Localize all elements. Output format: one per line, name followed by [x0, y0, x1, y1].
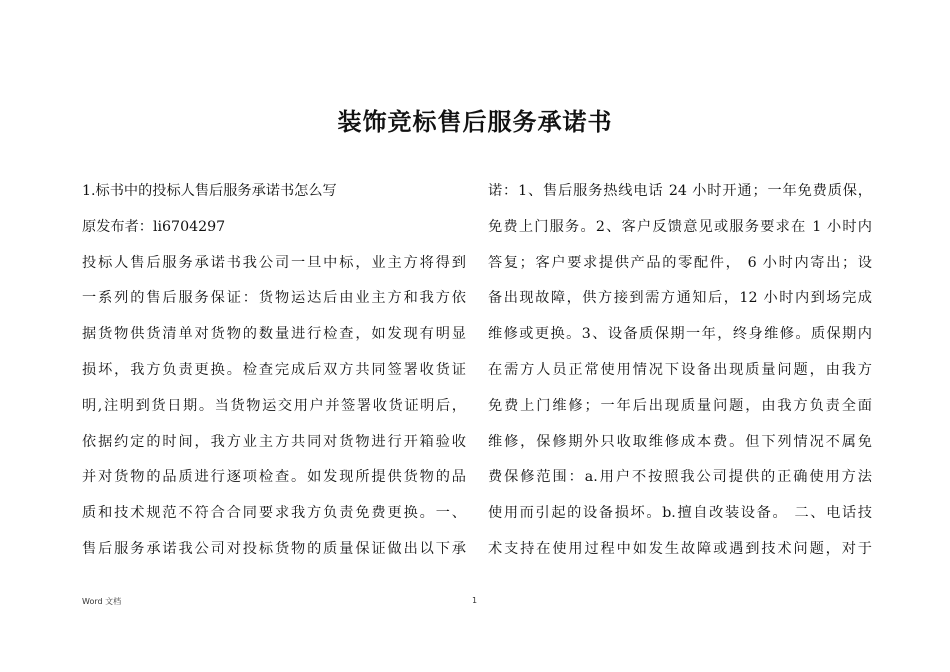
- text-line: 费保修范围：a.用户不按照我公司提供的正确使用方法: [488, 469, 872, 486]
- text-line: 维修，保修期外只收取维修成本费。但下列情况不属免: [488, 433, 872, 450]
- text-line: 原发布者：li6704297: [82, 218, 226, 235]
- text-line: 备出现故障，供方接到需方通知后，12 小时内到场完成: [488, 290, 872, 307]
- text-line: 使用而引起的设备损坏。b.擅自改装设备。 二、电话技: [488, 505, 872, 522]
- text-line: 答复；客户要求提供产品的零配件， 6 小时内寄出；设: [488, 254, 872, 271]
- text-line: 明,注明到货日期。当货物运交用户并签署收货证明后，: [82, 397, 466, 414]
- right-text-column: [488, 174, 872, 568]
- page-title: 装饰竞标售后服务承诺书: [337, 107, 613, 136]
- text-line: 售后服务承诺我公司对投标货物的质量保证做出以下承: [82, 540, 466, 557]
- text-line: 术支持在使用过程中如发生故障或遇到技术问题，对于: [488, 540, 872, 557]
- footer-label: Word 文档: [82, 597, 122, 606]
- text-line: 并对货物的品质进行逐项检查。如发现所提供货物的品: [82, 469, 466, 486]
- text-line: 维修或更换。3、设备质保期一年，终身维修。质保期内: [488, 326, 872, 343]
- text-line: 一系列的售后服务保证：货物运达后由业主方和我方依: [82, 290, 466, 307]
- left-text-column: [82, 174, 466, 568]
- text-line: 据货物供货清单对货物的数量进行检查，如发现有明显: [82, 326, 466, 343]
- text-line: 免费上门服务。2、客户反馈意见或服务要求在 1 小时内: [488, 218, 872, 235]
- text-line: 1.标书中的投标人售后服务承诺书怎么写: [82, 183, 337, 199]
- text-line: 依据约定的时间，我方业主方共同对货物进行开箱验收: [82, 433, 466, 450]
- text-line: 在需方人员正常使用情况下设备出现质量问题，由我方: [488, 361, 872, 378]
- text-line: 质和技术规范不符合合同要求我方负责免费更换。一、: [82, 505, 466, 522]
- text-line: 投标人售后服务承诺书我公司一旦中标，业主方将得到: [82, 254, 466, 271]
- text-line: 诺：1、售后服务热线电话 24 小时开通；一年免费质保，: [488, 183, 872, 199]
- text-line: 损坏，我方负责更换。检查完成后双方共同签署收货证: [82, 361, 466, 378]
- text-line: 免费上门维修；一年后出现质量问题，由我方负责全面: [488, 397, 872, 414]
- page-number: 1: [472, 596, 478, 605]
